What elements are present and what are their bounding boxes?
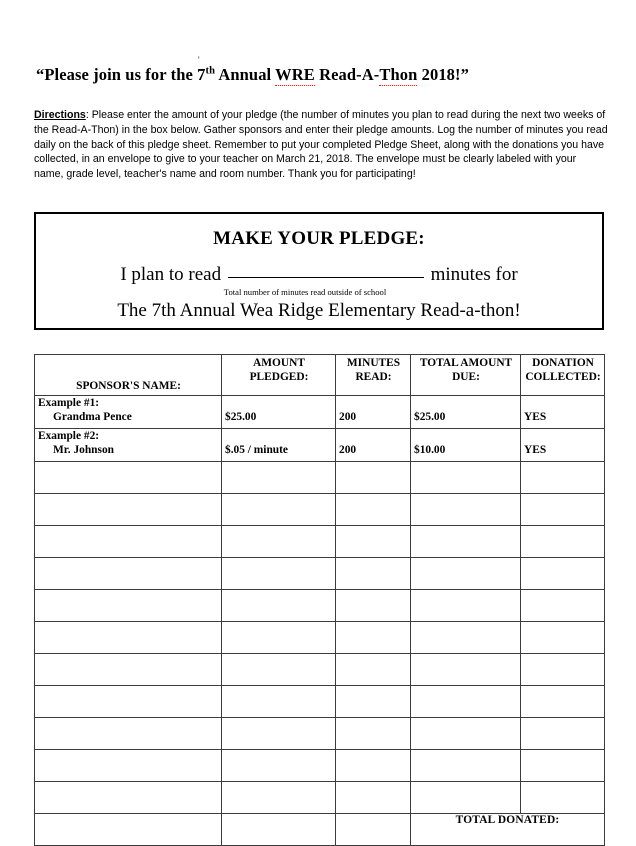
cell-total-amount-due-value: $25.00	[414, 411, 446, 423]
table-row	[35, 718, 605, 750]
cell-minutes-read[interactable]	[336, 590, 411, 622]
cell-amount-pledged[interactable]	[222, 526, 336, 558]
cell-donation-collected[interactable]	[521, 686, 605, 718]
cell-donation-collected[interactable]	[521, 622, 605, 654]
pledge-box	[34, 212, 604, 330]
cell-total-amount-due[interactable]	[411, 590, 521, 622]
title-between: Read-A-	[314, 65, 380, 84]
table-body	[35, 396, 605, 846]
cell-minutes-read[interactable]	[336, 718, 411, 750]
cell-donation-collected[interactable]	[521, 654, 605, 686]
title-stray-mark: '	[198, 55, 200, 65]
title-ordinal-suffix: th	[205, 65, 216, 77]
table-row	[35, 622, 605, 654]
cell-minutes-read[interactable]	[336, 396, 411, 429]
cell-amount-pledged[interactable]	[222, 814, 336, 846]
column-header-minutes-read	[336, 355, 411, 396]
cell-amount-pledged[interactable]	[222, 494, 336, 526]
cell-donation-collected[interactable]	[521, 396, 605, 429]
cell-sponsor-name[interactable]	[35, 622, 222, 654]
table-row	[35, 396, 605, 429]
cell-minutes-read[interactable]	[336, 622, 411, 654]
cell-sponsor-name[interactable]	[35, 526, 222, 558]
example-label: Example #2:	[38, 430, 100, 442]
cell-total-amount-due[interactable]	[411, 750, 521, 782]
directions-label: Directions	[34, 109, 86, 121]
column-header-total-amount-due	[411, 355, 521, 396]
pledge-line-prefix: I plan to read	[120, 264, 222, 285]
cell-minutes-read[interactable]	[336, 654, 411, 686]
total-donated-cell[interactable]: TOTAL DONATED:	[411, 814, 605, 846]
table-row	[35, 558, 605, 590]
title-suffix: 2018!”	[417, 65, 469, 84]
cell-donation-collected[interactable]	[521, 782, 605, 814]
directions-body: : Please enter the amount of your pledge (the number of minutes you plan to read during the next two weeks of the Read-A-Thon) in the box below. Gather sponsors and enter their pledge amounts. Log the number of minutes you read daily on the back of this pledge sheet. Remember to put your completed Pledge Sheet, along with the donations you have collected, in an envelope to give to your teacher on March 21, 2018. The envelope must be clearly labeled with your name, grade level, teacher's name and room number. Thank you for participating!	[34, 109, 608, 181]
header-line: PLEDGED:	[249, 370, 309, 383]
header-line: AMOUNT	[253, 357, 305, 369]
cell-amount-pledged[interactable]	[222, 558, 336, 590]
cell-total-amount-due[interactable]	[411, 686, 521, 718]
cell-total-amount-due[interactable]	[411, 718, 521, 750]
cell-donation-collected[interactable]	[521, 494, 605, 526]
cell-sponsor-name[interactable]	[35, 396, 222, 429]
cell-minutes-read[interactable]	[336, 462, 411, 494]
header-line: READ:	[355, 370, 392, 383]
header-line: TOTAL AMOUNT	[419, 357, 513, 369]
cell-total-amount-due[interactable]	[411, 429, 521, 462]
header-line: COLLECTED:	[525, 370, 601, 383]
cell-donation-collected[interactable]	[521, 590, 605, 622]
cell-amount-pledged[interactable]	[222, 782, 336, 814]
title-prefix: “Please join us for the 7	[36, 65, 206, 84]
cell-minutes-read-value: 200	[339, 411, 357, 423]
title-misspelled-thon: Thon	[379, 65, 418, 84]
title-area	[0, 56, 636, 90]
cell-minutes-read[interactable]	[336, 429, 411, 462]
cell-minutes-read-value: 200	[339, 444, 357, 456]
cell-amount-pledged[interactable]	[222, 396, 336, 429]
column-header-sponsor-name	[35, 355, 222, 396]
table-row	[35, 526, 605, 558]
header-line: SPONSOR'S NAME:	[76, 379, 181, 392]
table-row	[35, 750, 605, 782]
cell-sponsor-name[interactable]	[35, 814, 222, 846]
pledge-box-heading: MAKE YOUR PLEDGE:	[213, 228, 425, 249]
cell-sponsor-name[interactable]	[35, 686, 222, 718]
title-misspelled-wre: WRE	[275, 65, 315, 84]
pledge-statement-line	[36, 263, 602, 287]
cell-minutes-read[interactable]	[336, 782, 411, 814]
cell-amount-pledged[interactable]	[222, 750, 336, 782]
table-row	[35, 462, 605, 494]
example-label: Example #1:	[38, 397, 100, 409]
cell-minutes-read[interactable]	[336, 750, 411, 782]
table-row	[35, 654, 605, 686]
cell-sponsor-name[interactable]	[35, 590, 222, 622]
cell-minutes-read[interactable]	[336, 558, 411, 590]
cell-amount-pledged[interactable]	[222, 429, 336, 462]
cell-donation-collected[interactable]	[521, 558, 605, 590]
cell-sponsor-name[interactable]	[35, 462, 222, 494]
cell-total-amount-due-value: $10.00	[414, 444, 446, 456]
cell-total-amount-due[interactable]	[411, 782, 521, 814]
table-row	[35, 686, 605, 718]
cell-donation-collected[interactable]	[521, 429, 605, 462]
table-row	[35, 429, 605, 462]
cell-donation-collected[interactable]	[521, 526, 605, 558]
header-line: DONATION	[532, 357, 594, 369]
cell-amount-pledged[interactable]	[222, 462, 336, 494]
directions-paragraph	[34, 108, 608, 182]
header-line: DUE:	[452, 370, 480, 383]
header-line: MINUTES	[346, 357, 401, 369]
table-row	[35, 782, 605, 814]
cell-minutes-read[interactable]	[336, 494, 411, 526]
cell-sponsor-name[interactable]	[35, 718, 222, 750]
cell-amount-pledged[interactable]	[222, 718, 336, 750]
column-header-donation-collected	[521, 355, 605, 396]
cell-minutes-read[interactable]	[336, 526, 411, 558]
table-row	[35, 590, 605, 622]
cell-donation-collected-value: YES	[524, 444, 547, 456]
cell-minutes-read[interactable]	[336, 814, 411, 846]
cell-sponsor-name[interactable]	[35, 750, 222, 782]
cell-total-amount-due[interactable]	[411, 526, 521, 558]
pledge-blank-caption: Total number of minutes read outside of school	[223, 287, 387, 297]
table-header-row	[35, 355, 605, 396]
cell-amount-pledged[interactable]	[222, 590, 336, 622]
cell-donation-collected[interactable]	[521, 718, 605, 750]
cell-sponsor-name[interactable]	[35, 558, 222, 590]
example-sponsor-name: Grandma Pence	[53, 411, 132, 423]
pledge-line-suffix: minutes for	[430, 264, 518, 285]
cell-sponsor-name[interactable]	[35, 654, 222, 686]
pledge-event-name: The 7th Annual Wea Ridge Elementary Read-a-thon!	[117, 300, 521, 321]
cell-amount-pledged-value: $.05 / minute	[225, 444, 288, 456]
cell-total-amount-due[interactable]	[411, 558, 521, 590]
cell-total-amount-due[interactable]	[411, 622, 521, 654]
cell-amount-pledged[interactable]	[222, 622, 336, 654]
cell-sponsor-name[interactable]	[35, 782, 222, 814]
cell-donation-collected[interactable]	[521, 750, 605, 782]
minutes-pledged-input[interactable]	[228, 277, 424, 278]
cell-amount-pledged[interactable]	[222, 686, 336, 718]
cell-sponsor-name[interactable]	[35, 429, 222, 462]
table-row	[35, 494, 605, 526]
page-title	[36, 65, 600, 85]
cell-total-amount-due[interactable]	[411, 462, 521, 494]
cell-amount-pledged-value: $25.00	[225, 411, 257, 423]
cell-sponsor-name[interactable]	[35, 494, 222, 526]
cell-total-amount-due[interactable]	[411, 396, 521, 429]
cell-total-amount-due[interactable]	[411, 494, 521, 526]
column-header-amount-pledged	[222, 355, 336, 396]
table-total-row	[35, 814, 605, 846]
cell-amount-pledged[interactable]	[222, 654, 336, 686]
cell-donation-collected-value: YES	[524, 411, 547, 423]
example-sponsor-name: Mr. Johnson	[53, 444, 114, 456]
cell-total-amount-due[interactable]	[411, 654, 521, 686]
sponsor-pledge-table	[34, 354, 605, 846]
cell-donation-collected[interactable]	[521, 462, 605, 494]
cell-minutes-read[interactable]	[336, 686, 411, 718]
title-middle: Annual	[215, 65, 276, 84]
